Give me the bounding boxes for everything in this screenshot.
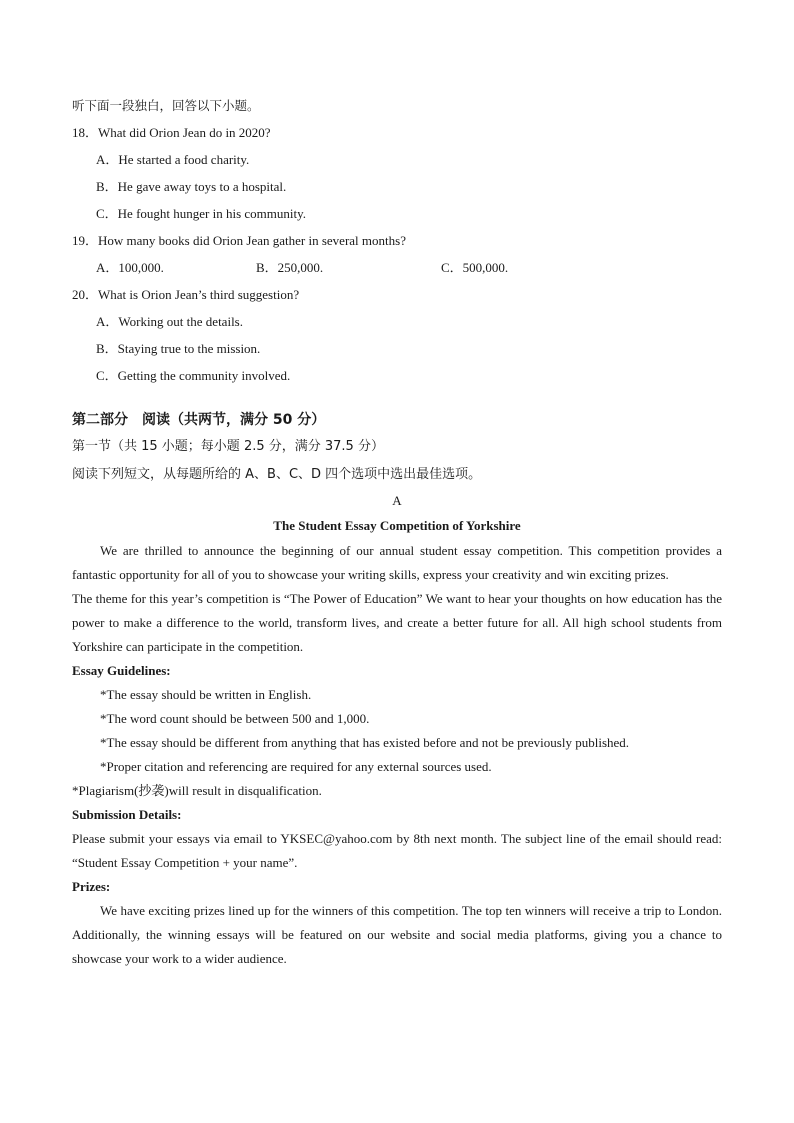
question-18-option-c: C．He fought hunger in his community. [96, 206, 307, 221]
question-20-option-b: B．Staying true to the mission. [96, 341, 261, 356]
passage-letter: A [392, 493, 402, 508]
question-19-option-a: A．100,000. [96, 260, 164, 275]
listening-instruction: 听下面一段独白，回答以下小题。 [72, 98, 260, 113]
question-20-option-a: A．Working out the details. [96, 314, 243, 329]
question-18-option-a: A．He started a food charity. [96, 152, 250, 167]
question-19-stem: 19．How many books did Orion Jean gather in several months? [72, 233, 406, 248]
guideline-item: *The word count should be between 500 and 1,000. [100, 711, 370, 726]
exam-page [72, 92, 722, 971]
guideline-item: *Proper citation and referencing are required for any external sources used. [100, 759, 492, 774]
question-18-stem: 18．What did Orion Jean do in 2020? [72, 125, 271, 140]
question-20-option-c: C．Getting the community involved. [96, 368, 291, 383]
prizes-heading: Prizes: [72, 879, 111, 894]
guideline-item: *The essay should be written in English. [100, 687, 312, 702]
submission-text: Please submit your essays via email to YKSEC@yahoo.com by 8th next month. The subject line of the email should read: “Student Essay Competition + your name”. [72, 831, 722, 870]
reading-instruction: 阅读下列短文，从每题所给的 A、B、C、D 四个选项中选出最佳选项。 [72, 467, 482, 482]
question-19-option-b: B．250,000. [256, 260, 324, 275]
reading-section-title: 第一节（共 15 小题；每小题 2.5 分，满分 37.5 分） [72, 439, 384, 454]
submission-heading: Submission Details: [72, 807, 182, 822]
passage-paragraph-1: We are thrilled to announce the beginning of our annual student essay competition. This competition provides a fantastic opportunity for all of you to showcase your writing skills, express your creativity and win exciting prizes. [72, 543, 722, 582]
passage-title: The Student Essay Competition of Yorkshire [273, 518, 521, 533]
prizes-text: We have exciting prizes lined up for the winners of this competition. The top ten winners will receive a trip to London. Additionally, the winning essays will be featured on our website and social media platforms, giving you a chance to showcase your work to a wider audience. [72, 903, 722, 966]
reading-part-title: 第二部分 阅读（共两节，满分 50 分） [72, 412, 326, 428]
question-20-stem: 20．What is Orion Jean’s third suggestion? [72, 287, 300, 302]
passage-paragraph-2: The theme for this year’s competition is “The Power of Education” We want to hear your thoughts on how education has the power to make a difference to the world, transform lives, and create a better future for all. All high school students from Yorkshire can participate in the competition. [72, 591, 722, 654]
guideline-item: *The essay should be different from anything that has existed before and not be previously published. [100, 735, 630, 750]
question-18-option-b: B．He gave away toys to a hospital. [96, 179, 287, 194]
guidelines-heading: Essay Guidelines: [72, 663, 171, 678]
question-19-options [96, 254, 722, 281]
plagiarism-note: *Plagiarism(抄袭)will result in disqualification. [72, 783, 322, 798]
question-19-option-c: C．500,000. [441, 260, 509, 275]
